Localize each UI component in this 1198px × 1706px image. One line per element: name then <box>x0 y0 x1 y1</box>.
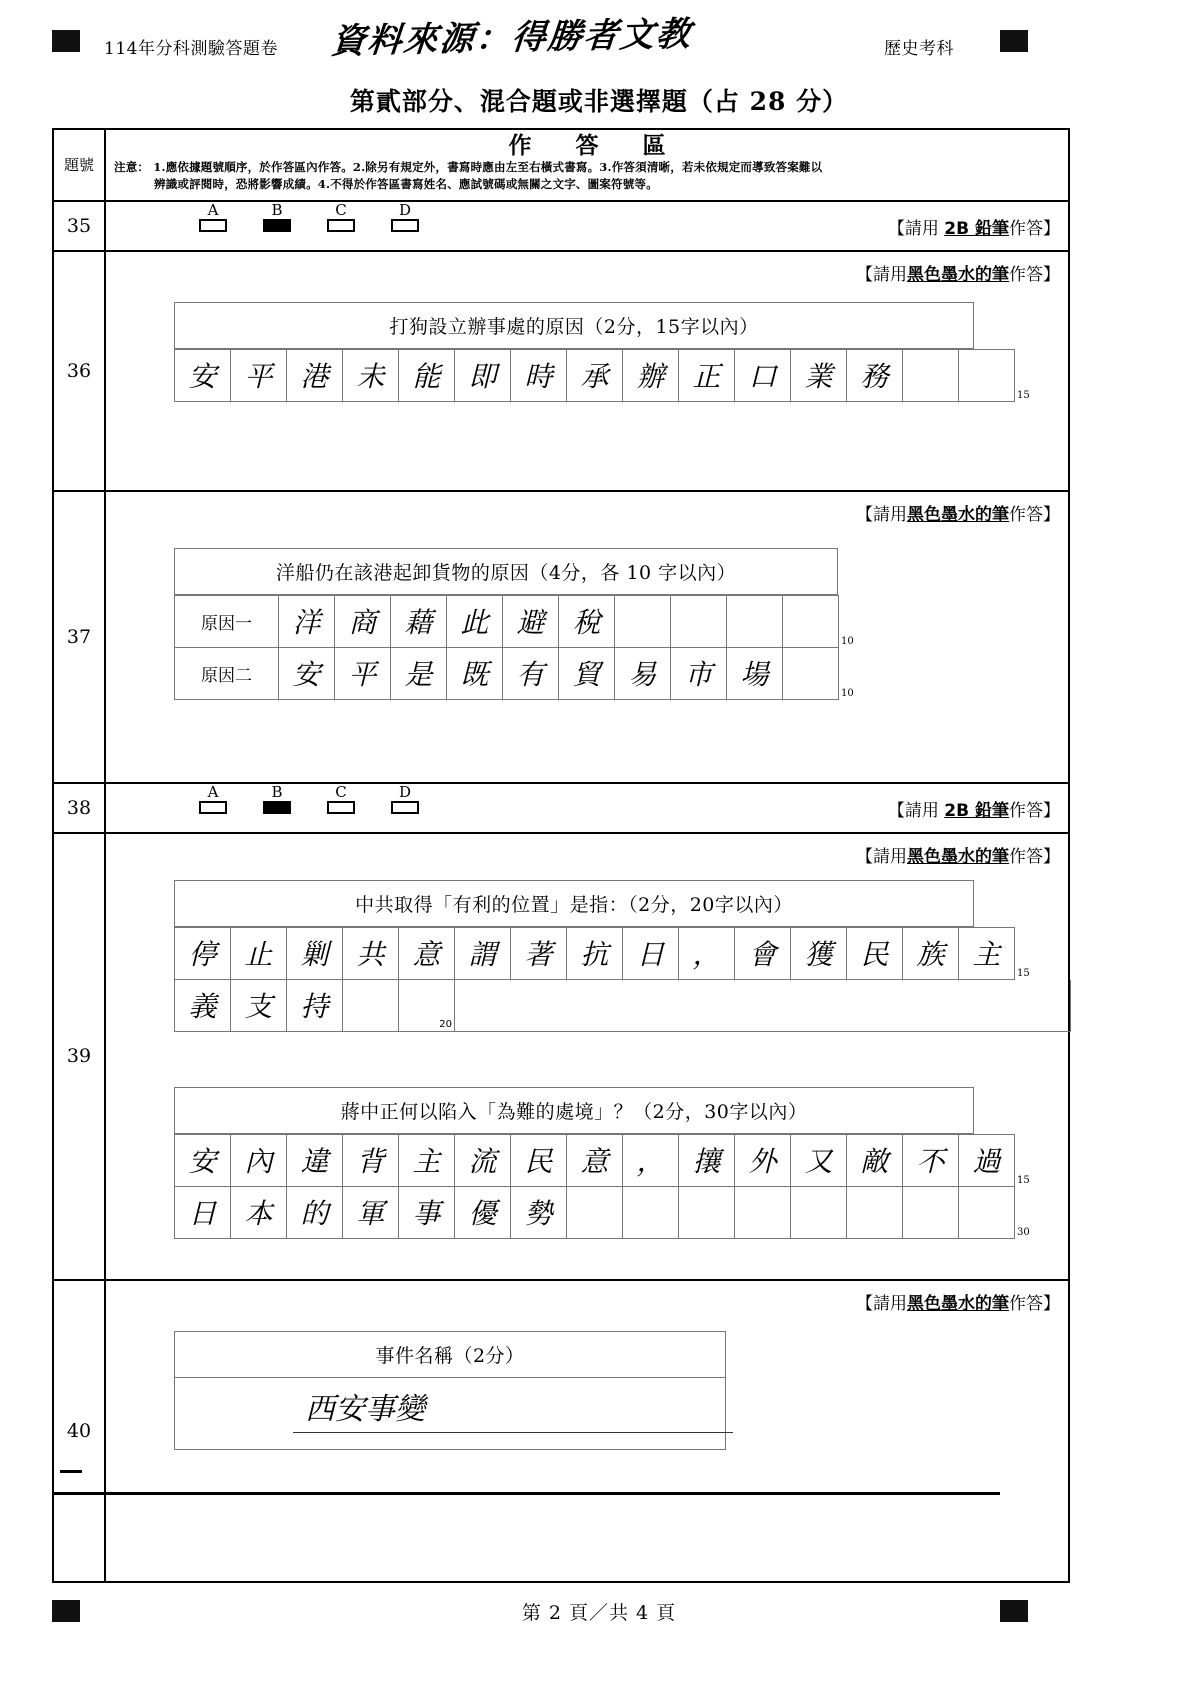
answer-cell[interactable]: 族 <box>903 928 959 980</box>
subject-label: 歷史考科 <box>884 39 954 59</box>
char-limit-mark-39-1a: 15 <box>1017 967 1030 979</box>
answer-cell[interactable] <box>399 980 455 1032</box>
question-number-35: 35 <box>54 202 106 250</box>
row-label-reason-2: 原因二 <box>175 648 279 700</box>
mc-letter-d: D <box>398 200 412 219</box>
page-footer: 第 2 頁／共 4 頁 <box>521 1602 677 1624</box>
answer-cell[interactable]: 稅 <box>559 596 615 648</box>
answer-cell[interactable] <box>727 596 783 648</box>
mc-letter-a: A <box>207 200 219 219</box>
answer-cell[interactable]: 安 <box>175 350 231 402</box>
answer-cell[interactable]: 勢 <box>511 1187 567 1239</box>
pen-instruction-39: 【請用黑色墨水的筆作答】 <box>856 846 1060 867</box>
instructions-line-2: 辨識或評閱時，恐將影響成績。4.不得於作答區書寫姓名、應試號碼或無關之文字、圖案符號等。 <box>154 177 658 192</box>
question-number-38: 38 <box>54 784 106 832</box>
answer-cell[interactable]: 著 <box>511 928 567 980</box>
mc-option-35-c[interactable] <box>324 200 358 232</box>
question-row-39 <box>54 834 1068 1281</box>
mc-bubble-b-filled[interactable] <box>263 801 291 814</box>
answer-cell[interactable] <box>783 596 839 648</box>
answer-cell[interactable]: 意 <box>399 928 455 980</box>
answer-cell[interactable]: 易 <box>615 648 671 700</box>
answer-cell[interactable]: ， <box>679 928 735 980</box>
answer-block-39-2 <box>174 1087 1030 1239</box>
mc-letter-a: A <box>207 782 219 801</box>
answer-block-40 <box>174 1331 726 1450</box>
answer-cell[interactable]: 獲 <box>791 928 847 980</box>
question-row-38 <box>54 784 1068 834</box>
question-number-39: 39 <box>54 834 106 1279</box>
char-limit-mark-39-2b: 30 <box>1017 1226 1030 1238</box>
answer-cell[interactable] <box>615 596 671 648</box>
answer-cell[interactable]: 貿 <box>559 648 615 700</box>
answer-cell[interactable]: 義 <box>175 980 231 1032</box>
answer-grid-row-39-1b <box>174 980 1071 1032</box>
row-label-reason-1: 原因一 <box>175 596 279 648</box>
answer-cell[interactable]: 港 <box>287 350 343 402</box>
answer-cell[interactable]: 此 <box>447 596 503 648</box>
answer-cell[interactable]: 剿 <box>287 928 343 980</box>
answer-cell[interactable]: 不 <box>903 1135 959 1187</box>
source-watermark: 資料來源：得勝者文教 <box>329 14 694 62</box>
answer-cell[interactable]: 敵 <box>847 1135 903 1187</box>
answer-prompt-40: 事件名稱（2分） <box>174 1331 726 1378</box>
answer-cell[interactable]: 過 <box>959 1135 1015 1187</box>
answer-cell[interactable]: 安 <box>279 648 335 700</box>
mc-bubble-c[interactable] <box>327 801 355 814</box>
question-row-36 <box>54 252 1068 492</box>
answer-cell[interactable]: 優 <box>455 1187 511 1239</box>
answer-cell[interactable]: 內 <box>231 1135 287 1187</box>
answer-cell[interactable]: ， <box>623 1135 679 1187</box>
part-title: 第貳部分、混合題或非選擇題（占 28 分） <box>349 87 849 116</box>
answer-cell[interactable]: 違 <box>287 1135 343 1187</box>
question-number-40: 40 <box>54 1281 106 1581</box>
answer-cell[interactable] <box>903 350 959 402</box>
answer-cell[interactable]: 場 <box>727 648 783 700</box>
answer-cell[interactable]: 平 <box>231 350 287 402</box>
answer-cell[interactable]: 口 <box>735 350 791 402</box>
answer-cell[interactable] <box>671 596 727 648</box>
answer-cell[interactable] <box>679 1187 735 1239</box>
answer-cell[interactable]: 日 <box>175 1187 231 1239</box>
question-number-37: 37 <box>54 492 106 782</box>
answer-zone-title: 作答區 <box>508 132 710 159</box>
answer-cell[interactable]: 能 <box>399 350 455 402</box>
answer-cell[interactable] <box>959 350 1015 402</box>
answer-grid-row-37-reason-1 <box>174 595 839 648</box>
answer-cell[interactable]: 商 <box>335 596 391 648</box>
answer-cell[interactable]: 既 <box>447 648 503 700</box>
mc-letter-c: C <box>335 782 347 801</box>
char-limit-mark-36: 15 <box>1017 389 1030 401</box>
answer-sheet-table <box>52 128 1070 1583</box>
answer-cell[interactable]: 謂 <box>455 928 511 980</box>
question-number-36: 36 <box>54 252 106 490</box>
answer-cell[interactable]: 日 <box>623 928 679 980</box>
mc-option-38-c[interactable] <box>324 782 358 814</box>
question-row-40 <box>54 1281 1068 1581</box>
answer-cell[interactable]: 事 <box>399 1187 455 1239</box>
column-header-question-number: 題號 <box>54 130 106 200</box>
answer-cell[interactable]: 承 <box>567 350 623 402</box>
char-limit-mark-37-2: 10 <box>841 687 854 699</box>
answer-cell[interactable]: 時 <box>511 350 567 402</box>
mc-option-38-d[interactable] <box>388 782 422 814</box>
mc-bubble-b-filled[interactable] <box>263 219 291 232</box>
answer-cell[interactable]: 本 <box>231 1187 287 1239</box>
mc-letter-d: D <box>398 782 412 801</box>
answer-grid-row-39-2a <box>174 1134 1015 1187</box>
answer-cell[interactable]: 支 <box>231 980 287 1032</box>
answer-prompt-39-2: 蔣中正何以陷入「為難的處境」？（2分，30字以內） <box>174 1087 974 1134</box>
answer-cell[interactable]: 外 <box>735 1135 791 1187</box>
pen-instruction-37: 【請用黑色墨水的筆作答】 <box>856 504 1060 525</box>
answer-cell[interactable] <box>343 980 399 1032</box>
answer-prompt-36: 打狗設立辦事處的原因（2分，15字以內） <box>174 302 974 349</box>
answer-prompt-37: 洋船仍在該港起卸貨物的原因（4分，各 10 字以內） <box>174 548 838 595</box>
answer-cell[interactable]: 藉 <box>391 596 447 648</box>
answer-cell[interactable]: 是 <box>391 648 447 700</box>
answer-cell[interactable] <box>791 1187 847 1239</box>
answer-grid-row-39-2b <box>174 1187 1015 1239</box>
mc-bubble-d[interactable] <box>391 219 419 232</box>
answer-cell[interactable]: 洋 <box>279 596 335 648</box>
answer-cell[interactable] <box>959 1187 1015 1239</box>
answer-cell[interactable] <box>735 1187 791 1239</box>
table-header-row <box>54 130 1068 202</box>
instructions-line-1: 注意： 1.應依據題號順序，於作答區內作答。2.除另有規定外，書寫時應由左至右橫式書寫。3.作答須清晰，若未依規定而導致答案難以 <box>114 160 823 174</box>
answer-cell[interactable] <box>783 648 839 700</box>
answer-cell[interactable]: 又 <box>791 1135 847 1187</box>
answer-grid-row-39-1a <box>174 927 1015 980</box>
pen-instruction-35: 【請用 2B 鉛筆作答】 <box>887 218 1060 239</box>
answer-cell[interactable]: 有 <box>503 648 559 700</box>
answer-cell[interactable]: 避 <box>503 596 559 648</box>
answer-cell[interactable]: 攘 <box>679 1135 735 1187</box>
mc-letter-b: B <box>271 200 283 219</box>
answer-cell-merged[interactable] <box>455 980 1071 1032</box>
char-limit-mark-39-2a: 15 <box>1017 1174 1030 1186</box>
answer-cell[interactable]: 平 <box>335 648 391 700</box>
mc-option-35-a[interactable] <box>196 200 230 232</box>
answer-cell[interactable]: 意 <box>567 1135 623 1187</box>
mc-letter-c: C <box>335 200 347 219</box>
mc-bubble-c[interactable] <box>327 219 355 232</box>
answer-cell[interactable]: 主 <box>399 1135 455 1187</box>
answer-cell[interactable]: 抗 <box>567 928 623 980</box>
mc-bubble-a[interactable] <box>199 801 227 814</box>
question-row-37 <box>54 492 1068 784</box>
answer-prompt-39-1: 中共取得「有利的位置」是指：（2分，20字以內） <box>174 880 974 927</box>
char-limit-inline-20: 20 <box>439 1018 452 1030</box>
answer-cell[interactable]: 軍 <box>343 1187 399 1239</box>
answer-cell[interactable]: 背 <box>343 1135 399 1187</box>
answer-cell[interactable]: 主 <box>959 928 1015 980</box>
answer-cell[interactable]: 止 <box>231 928 287 980</box>
mc-bubble-a[interactable] <box>199 219 227 232</box>
answer-cell[interactable]: 即 <box>455 350 511 402</box>
mc-option-38-a[interactable] <box>196 782 230 814</box>
answer-cell[interactable]: 市 <box>671 648 727 700</box>
answer-cell[interactable] <box>847 1187 903 1239</box>
answer-block-36 <box>174 302 1030 402</box>
answer-cell[interactable]: 的 <box>287 1187 343 1239</box>
handwritten-answer-40: 西安事變 <box>305 1391 425 1427</box>
answer-block-39-1 <box>174 880 1030 1032</box>
answer-cell[interactable]: 正 <box>679 350 735 402</box>
answer-cell[interactable]: 停 <box>175 928 231 980</box>
mc-option-35-b[interactable] <box>260 200 294 232</box>
answer-cell[interactable]: 共 <box>343 928 399 980</box>
answer-cell[interactable]: 持 <box>287 980 343 1032</box>
answer-cell[interactable]: 流 <box>455 1135 511 1187</box>
answer-cell[interactable] <box>567 1187 623 1239</box>
answer-cell[interactable]: 民 <box>847 928 903 980</box>
answer-cell[interactable]: 未 <box>343 350 399 402</box>
answer-cell[interactable]: 辦 <box>623 350 679 402</box>
exam-label: 114年分科測驗答題卷 <box>104 39 278 59</box>
mc-option-35-d[interactable] <box>388 200 422 232</box>
char-limit-mark-37-1: 10 <box>841 635 854 647</box>
answer-cell[interactable]: 務 <box>847 350 903 402</box>
page-header <box>0 14 1198 66</box>
answer-cell[interactable] <box>623 1187 679 1239</box>
answer-cell[interactable]: 民 <box>511 1135 567 1187</box>
mc-options-35 <box>196 200 422 232</box>
answer-grid-row-36 <box>174 349 1015 402</box>
answer-cell[interactable]: 業 <box>791 350 847 402</box>
question-row-35 <box>54 202 1068 252</box>
mc-options-38 <box>196 782 422 814</box>
answer-cell[interactable]: 安 <box>175 1135 231 1187</box>
pen-instruction-36: 【請用黑色墨水的筆作答】 <box>856 264 1060 285</box>
pen-instruction-38: 【請用 2B 鉛筆作答】 <box>887 800 1060 821</box>
mc-letter-b: B <box>271 782 283 801</box>
mc-option-38-b[interactable] <box>260 782 294 814</box>
footer-rule <box>52 1492 1000 1495</box>
answer-block-37 <box>174 548 854 700</box>
instructions-text <box>114 159 1060 194</box>
answer-cell[interactable]: 會 <box>735 928 791 980</box>
answer-grid-row-37-reason-2 <box>174 648 839 700</box>
footer-dash-mark <box>60 1470 82 1473</box>
answer-line-area-40[interactable] <box>174 1378 726 1450</box>
answer-underline <box>293 1432 733 1433</box>
pen-instruction-40: 【請用黑色墨水的筆作答】 <box>856 1293 1060 1314</box>
answer-cell[interactable] <box>903 1187 959 1239</box>
mc-bubble-d[interactable] <box>391 801 419 814</box>
